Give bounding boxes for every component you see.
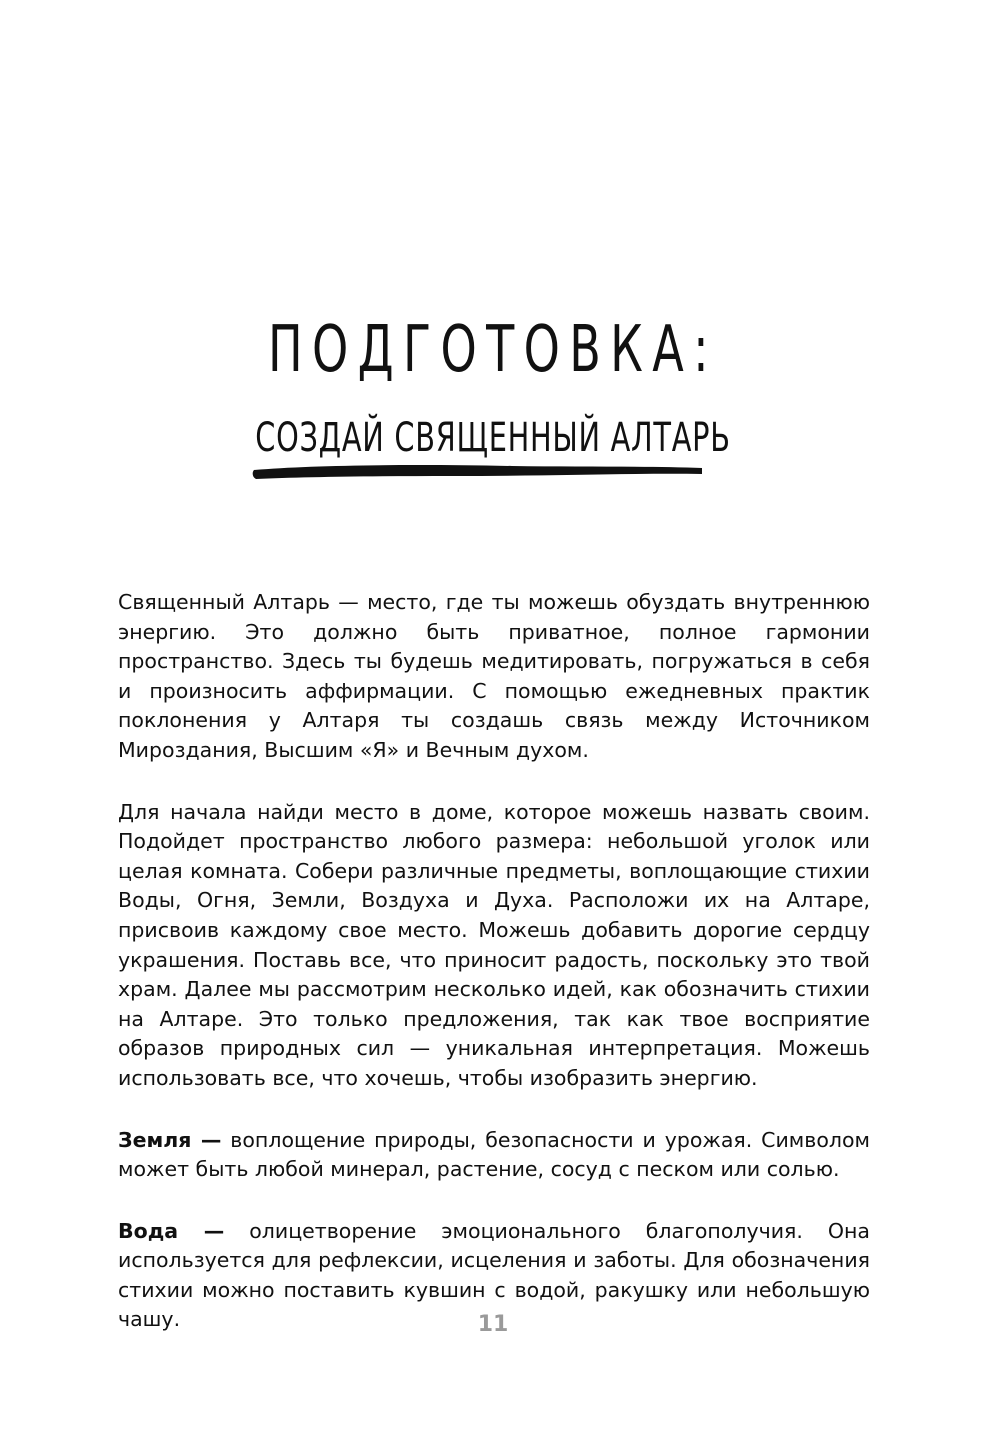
element-term-earth: Земля — <box>118 1127 222 1152</box>
brush-underline <box>252 458 704 482</box>
paragraph-text: Священный Алтарь — место, где ты можешь обуздать внутреннюю энергию. Это должно быть приватное, полное гармонии пространство. Здесь ты будешь медитировать, погружаться в себя и произносить аффирмации. С помощью ежедневных практик поклонения у Алтаря ты создашь связь между Источником Мироздания, Высшим «Я» и Вечным духом. <box>118 590 870 762</box>
body-text <box>118 588 870 1367</box>
paragraph-text: воплощение природы, безопасности и урожая. Символом может быть любой минерал, растение, сосуд с песком или солью. <box>118 1127 870 1182</box>
page-number: 11 <box>477 1312 509 1337</box>
paragraph-text: Для начала найди место в доме, которое можешь назвать своим. Подойдет пространство любого размера: небольшой уголок или целая комната. Собери различные предметы, воплощающие стихии Воды, Огня, Земли, Воздуха и Духа. Расположи их на Алтаре, присвоив каждому свое место. Можешь добавить дорогие сердцу украшения. Поставь все, что приносит радость, поскольку это твой храм. Далее мы рассмотрим несколько идей, как обозначить стихии на Алтаре. Это только предложения, так как твое восприятие образов природных сил — уникальная интерпретация. Можешь использовать все, что хочешь, чтобы изобразить энергию. <box>118 799 870 1090</box>
paragraph-intro <box>118 588 870 766</box>
page-subtitle: СОЗДАЙ СВЯЩЕННЫЙ АЛТАРЬ <box>255 415 731 461</box>
paragraph-earth <box>118 1126 870 1185</box>
page-title: ПОДГОТОВКА: <box>267 313 719 387</box>
paragraph-text: олицетворение эмоционального благополучия. Она используется для рефлексии, исцеления и заботы. Для обозначения стихии можно поставить кувшин с водой, ракушку или небольшую чашу. <box>118 1218 870 1332</box>
element-term-water: Вода — <box>118 1218 225 1243</box>
paragraph-setup <box>118 798 870 1094</box>
